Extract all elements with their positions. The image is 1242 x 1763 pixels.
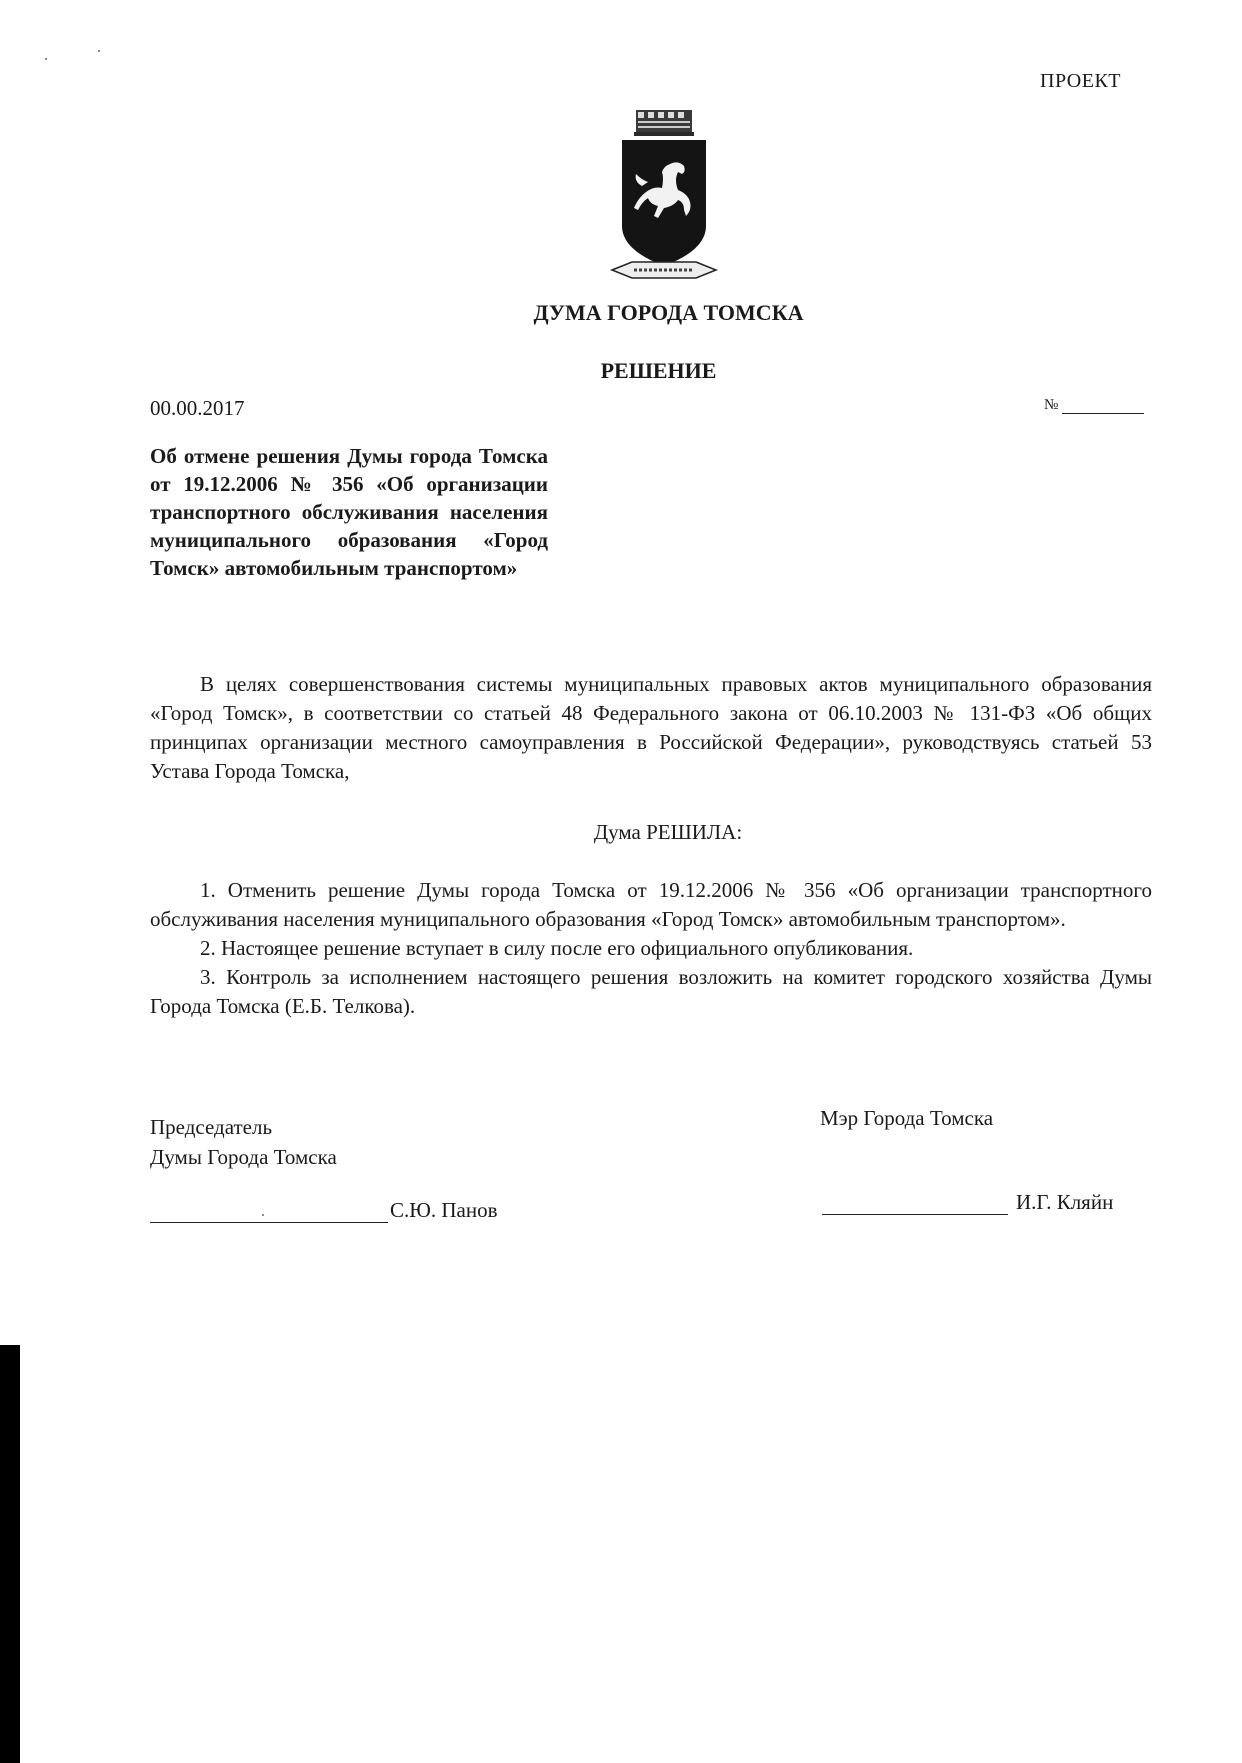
- document-number: [1044, 396, 1144, 414]
- ribbon-icon: [612, 262, 716, 278]
- chairman-signature-block: [150, 1112, 337, 1172]
- scan-speck: [45, 58, 47, 60]
- number-blank-line: [1062, 399, 1144, 414]
- mayor-signature-line: [822, 1214, 1008, 1215]
- chairman-title-line2: Думы Города Томска: [150, 1145, 337, 1169]
- chairman-title-line1: Председатель: [150, 1115, 273, 1139]
- number-sign: №: [1044, 397, 1059, 413]
- resolved-heading: Дума РЕШИЛА:: [593, 820, 743, 844]
- resolution-item-1: 1. Отменить решение Думы города Томска от 19.12.2006 № 356 «Об организации транспортного обслуживания населения муниципального образования «Город Томск» автомобильным транспортом».: [150, 878, 1152, 931]
- document-subject: Об отмене решения Думы города Томска от 19.12.2006 № 356 «Об организации транспортного обслуживания населения муниципального образования «Город Томск» автомобильным транспортом»: [150, 444, 548, 580]
- scan-edge-shadow: [0, 1345, 20, 1763]
- resolution-items: [150, 876, 1152, 1021]
- resolution-item-2: 2. Настоящее решение вступает в силу после его официального опубликования.: [200, 936, 914, 960]
- crown-icon: [634, 110, 694, 136]
- document-date: 00.00.2017: [150, 396, 245, 420]
- draft-mark: ПРОЕКТ: [1040, 70, 1122, 92]
- chairman-signature-line: [150, 1222, 388, 1223]
- scan-speck: [262, 1214, 264, 1216]
- document-type: РЕШЕНИЕ: [600, 358, 717, 383]
- organization-title: ДУМА ГОРОДА ТОМСКА: [533, 300, 804, 325]
- scan-speck: [98, 50, 100, 52]
- preamble-paragraph: В целях совершенствования системы муниципальных правовых актов муниципального образования «Город Томск», в соответствии со статьей 48 Федерального закона от 06.10.2003 № 131-ФЗ «Об общих принципах организации местного самоуправления в Российской Федерации», руководствуясь статьей 53 Устава Города Томска,: [150, 672, 1152, 783]
- chairman-name: С.Ю. Панов: [390, 1198, 498, 1222]
- resolution-item-3: 3. Контроль за исполнением настоящего решения возложить на комитет городского хозяйства Думы Города Томска (Е.Б. Телкова).: [150, 965, 1152, 1018]
- tomsk-coat-of-arms-icon: [604, 102, 724, 282]
- mayor-title: Мэр Города Томска: [820, 1106, 994, 1130]
- mayor-name: И.Г. Кляйн: [1016, 1190, 1114, 1214]
